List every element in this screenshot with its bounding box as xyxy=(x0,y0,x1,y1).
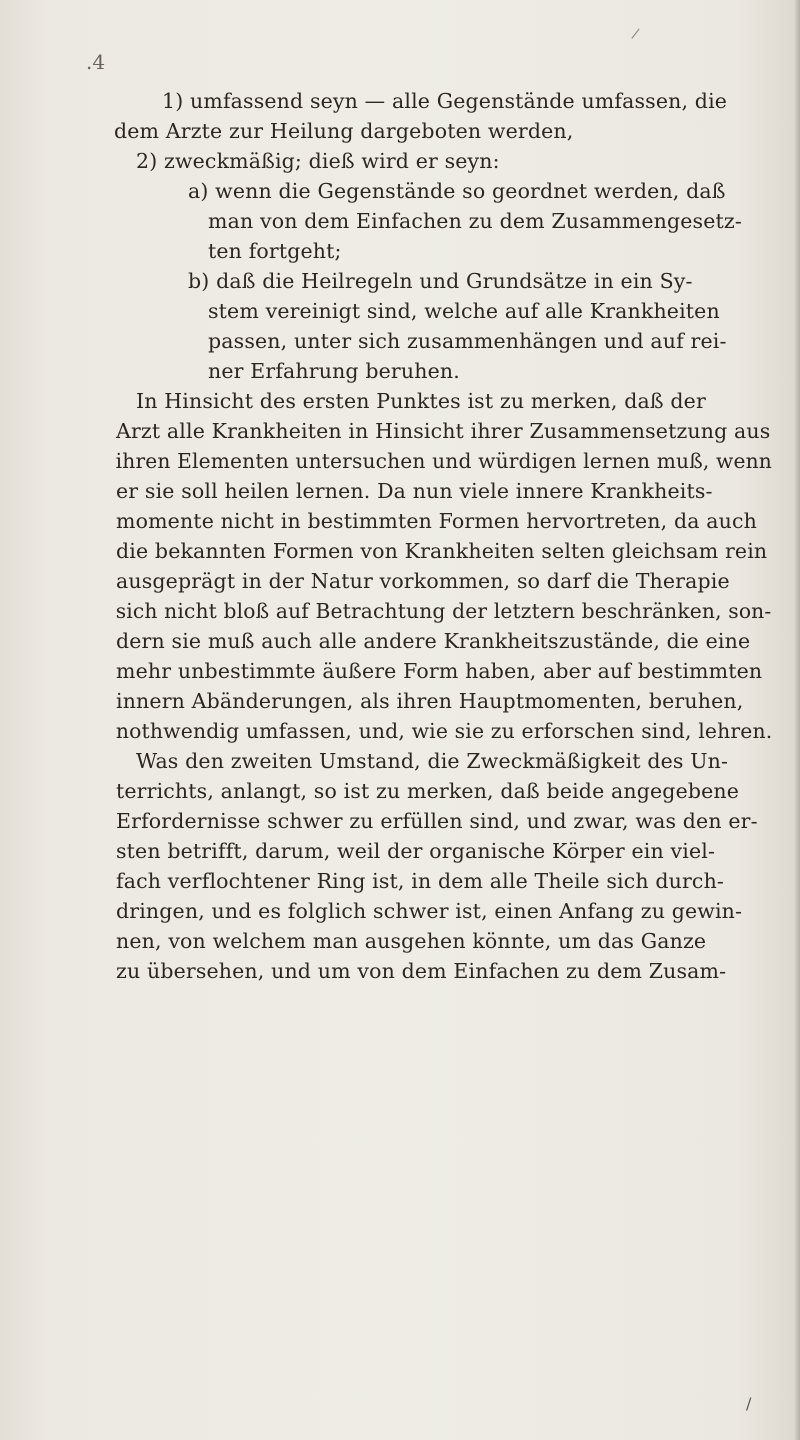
text-line: sich nicht bloß auf Betrachtung der letztern beschränken, son- xyxy=(115,599,772,623)
text-line: ausgeprägt in der Natur vorkommen, so darf die Therapie xyxy=(116,569,730,593)
text-line: Was den zweiten Umstand, die Zweckmäßigkeit des Un- xyxy=(136,749,729,773)
text-line: 2) zweckmäßig; dieß wird er seyn: xyxy=(136,149,500,173)
pencil-mark: / xyxy=(630,25,641,43)
page-edge-shadow xyxy=(794,0,800,1440)
text-line: terrichts, anlangt, so ist zu merken, daß beide angegebene xyxy=(116,779,740,803)
text-line: Erfordernisse schwer zu erfüllen sind, und zwar, was den er- xyxy=(116,809,758,833)
text-line: mehr unbestimmte äußere Form haben, aber auf bestimmten xyxy=(116,659,763,683)
text-line: er sie soll heilen lernen. Da nun viele innere Krankheits- xyxy=(116,479,713,503)
page-number: .4 xyxy=(86,50,106,74)
text-line: nothwendig umfassen, und, wie sie zu erforschen sind, lehren. xyxy=(115,719,773,743)
text-line: stem vereinigt sind, welche auf alle Krankheiten xyxy=(208,299,720,323)
text-line: zu übersehen, und um von dem Einfachen zu dem Zusam- xyxy=(116,959,727,983)
text-line: sten betrifft, darum, weil der organische Körper ein viel- xyxy=(116,839,716,863)
text-line: die bekannten Formen von Krankheiten selten gleichsam rein xyxy=(116,539,768,563)
text-line: b) daß die Heilregeln und Grundsätze in ein Sy- xyxy=(188,269,693,293)
text-line: dringen, und es folglich schwer ist, einen Anfang zu gewin- xyxy=(116,899,743,923)
body-text xyxy=(92,86,772,986)
text-line: Arzt alle Krankheiten in Hinsicht ihrer Zusammensetzung aus xyxy=(116,419,771,443)
text-line: ten fortgeht; xyxy=(208,239,342,263)
text-line: a) wenn die Gegenstände so geordnet werden, daß xyxy=(188,179,726,203)
text-line: ner Erfahrung beruhen. xyxy=(208,359,460,383)
text-line: In Hinsicht des ersten Punktes ist zu merken, daß der xyxy=(136,389,706,413)
text-line: 1) umfassend seyn — alle Gegenstände umfassen, die xyxy=(162,89,728,113)
text-line: man von dem Einfachen zu dem Zusammengesetz- xyxy=(208,209,742,233)
text-line: passen, unter sich zusammenhängen und auf rei- xyxy=(208,329,727,353)
text-line: ihren Elementen untersuchen und würdigen lernen muß, wenn xyxy=(115,449,772,473)
pencil-mark: / xyxy=(746,1394,752,1413)
text-line: nen, von welchem man ausgehen könnte, um das Ganze xyxy=(116,929,707,953)
text-line: innern Abänderungen, als ihren Hauptmomenten, beruhen, xyxy=(116,689,744,713)
text-line: dern sie muß auch alle andere Krankheitszustände, die eine xyxy=(116,629,751,653)
text-line: fach verflochtener Ring ist, in dem alle Theile sich durch- xyxy=(116,869,724,893)
text-line: momente nicht in bestimmten Formen hervortreten, da auch xyxy=(116,509,757,533)
text-line: dem Arzte zur Heilung dargeboten werden, xyxy=(114,119,574,143)
